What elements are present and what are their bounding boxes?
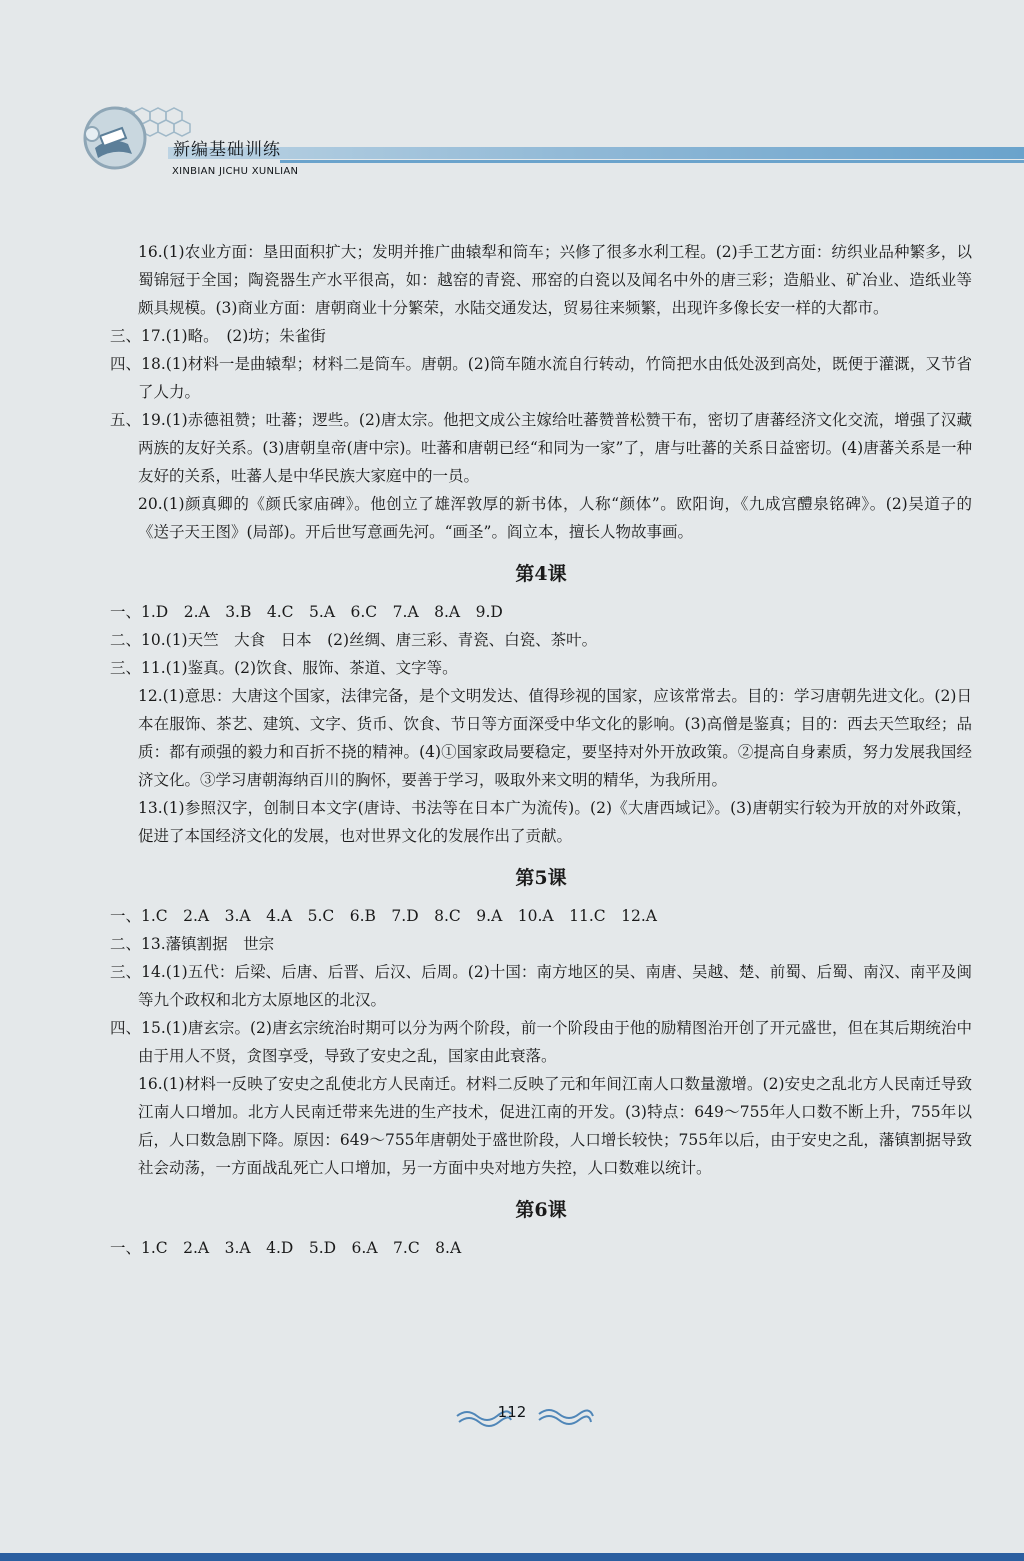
series-title-pinyin: XINBIAN JICHU XUNLIAN [172, 166, 299, 177]
page-header [0, 0, 1024, 200]
answer-paragraph: 三、14.(1)五代：后梁、后唐、后晋、后汉、后周。(2)十国：南方地区的吴、南唐、吴越、楚、前蜀、后蜀、南汉、南平及闽等九个政权和北方太原地区的北汉。 [110, 963, 972, 1009]
answer-paragraph: 三、11.(1)鉴真。(2)饮食、服饰、茶道、文字等。 [110, 659, 458, 677]
answer-paragraph: 一、1.C 2.A 3.A 4.A 5.C 6.B 7.D 8.C 9.A 10.A 11.C 12.A [110, 907, 657, 925]
answer-paragraph: 四、18.(1)材料一是曲辕犁；材料二是筒车。唐朝。(2)筒车随水流自行转动，竹筒把水由低处汲到高处，既便于灌溉，又节省了人力。 [110, 355, 972, 401]
answer-paragraph: 20.(1)颜真卿的《颜氏家庙碑》。他创立了雄浑敦厚的新书体，人称“颜体”。欧阳询，《九成宫醴泉铭碑》。(2)吴道子的《送子天王图》(局部)。开后世写意画先河。“画圣”。阎立本，擅长人物故事画。 [138, 495, 972, 541]
answer-paragraph: 13.(1)参照汉字，创制日本文字(唐诗、书法等在日本广为流传)。(2)《大唐西域记》。(3)唐朝实行较为开放的对外政策，促进了本国经济文化的发展，也对世界文化的发展作出了贡献。 [138, 799, 972, 845]
series-title: 新编基础训练 [173, 140, 281, 160]
answer-paragraph: 二、13.藩镇割据 世宗 [110, 935, 275, 953]
lesson-heading: 第5课 [515, 867, 567, 889]
answer-paragraph: 二、10.(1)天竺 大食 日本 (2)丝绸、唐三彩、青瓷、白瓷、茶叶。 [110, 631, 598, 649]
answer-paragraph: 16.(1)材料一反映了安史之乱使北方人民南迁。材料二反映了元和年间江南人口数量激增。(2)安史之乱北方人民南迁导致江南人口增加。北方人民南迁带来先进的生产技术，促进江南的开发。(3)特点：649～755年人口数不断上升，755年以后，人口数急剧下降。原因：649～755年唐朝处于盛世阶段，人口增长较快；755年以后，由于安史之乱，藩镇割据导致社会动荡，一方面战乱死亡人口增加，另一方面中央对地方失控，人口数难以统计。 [138, 1075, 972, 1177]
header-band [168, 147, 1024, 159]
answer-paragraph: 16.(1)农业方面：垦田面积扩大；发明并推广曲辕犁和筒车；兴修了很多水利工程。(2)手工艺方面：纺织业品种繁多，以蜀锦冠于全国；陶瓷器生产水平很高，如：越窑的青瓷、邢窑的白瓷以及闻名中外的唐三彩；造船业、矿冶业、造纸业等颇具规模。(3)商业方面：唐朝商业十分繁荣，水陆交通发达，贸易往来频繁，出现许多像长安一样的大都市。 [138, 243, 972, 317]
answer-content [110, 238, 972, 1262]
answer-paragraph: 一、1.D 2.A 3.B 4.C 5.A 6.C 7.A 8.A 9.D [110, 603, 503, 621]
answer-paragraph: 12.(1)意思：大唐这个国家，法律完备，是个文明发达、值得珍视的国家，应该常常去。目的：学习唐朝先进文化。(2)日本在服饰、茶艺、建筑、文字、货币、饮食、节日等方面深受中华文化的影响。(3)高僧是鉴真；目的：西去天竺取经；品质：都有顽强的毅力和百折不挠的精神。(4)①国家政局要稳定，要坚持对外开放政策。②提高自身素质，努力发展我国经济文化。③学习唐朝海纳百川的胸怀，要善于学习，吸取外来文明的精华，为我所用。 [138, 687, 972, 789]
answer-paragraph: 三、17.(1)略。 (2)坊；朱雀街 [110, 327, 326, 345]
page-number: 112 [497, 1403, 527, 1421]
header-band-line [280, 160, 1024, 163]
answer-paragraph: 一、1.C 2.A 3.A 4.D 5.D 6.A 7.C 8.A [110, 1239, 462, 1257]
answer-paragraph: 五、19.(1)赤德祖赞；吐蕃；逻些。(2)唐太宗。他把文成公主嫁给吐蕃赞普松赞干布，密切了唐蕃经济文化交流，增强了汉藏两族的友好关系。(3)唐朝皇帝(唐中宗)。吐蕃和唐朝已经“和同为一家”了，唐与吐蕃的关系日益密切。(4)唐蕃关系是一种友好的关系，吐蕃人是中华民族大家庭中的一员。 [110, 411, 972, 485]
bottom-edge-bar [0, 1553, 1024, 1561]
page-footer [0, 1398, 1024, 1438]
lesson-heading: 第4课 [515, 563, 567, 585]
lesson-heading: 第6课 [515, 1199, 567, 1221]
answer-paragraph: 四、15.(1)唐玄宗。(2)唐玄宗统治时期可以分为两个阶段，前一个阶段由于他的励精图治开创了开元盛世，但在其后期统治中由于用人不贤，贪图享受，导致了安史之乱，国家由此衰落。 [110, 1019, 972, 1065]
book-globe-logo-icon [70, 98, 170, 178]
